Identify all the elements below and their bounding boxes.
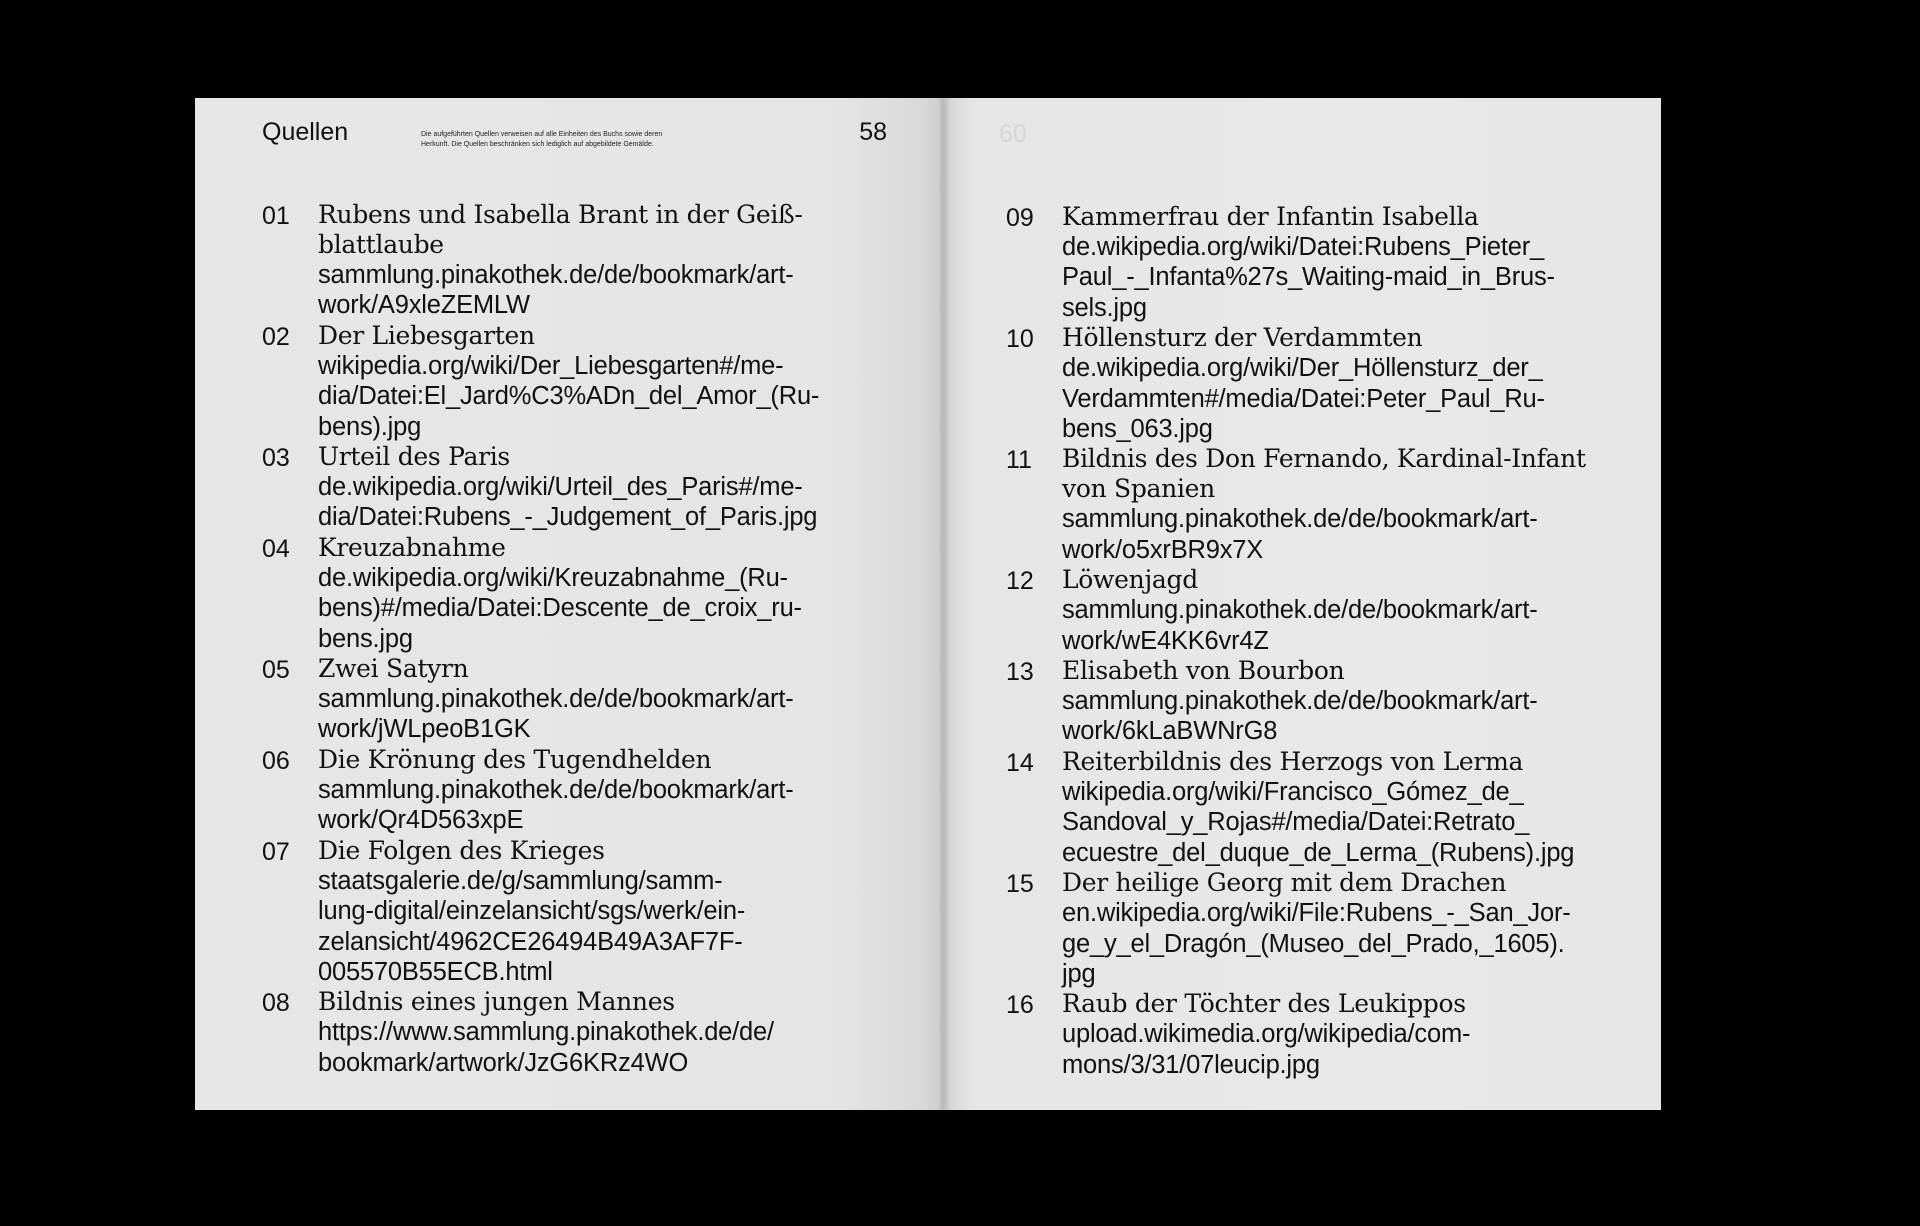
- entry-number: 15: [1006, 870, 1034, 899]
- entry-number: 04: [262, 534, 290, 563]
- entry-number: 05: [262, 656, 290, 685]
- entry-url: sammlung.pinakothek.de/de/bookmark/art- work/wE4KK6vr4Z: [1062, 596, 1538, 655]
- binding-stitch: [940, 180, 943, 190]
- source-entry: [1006, 565, 1646, 656]
- entry-title: Die Krönung des Tugendhelden: [318, 744, 712, 774]
- entry-url: sammlung.pinakothek.de/de/bookmark/art- work/Qr4D563xpE: [318, 775, 794, 835]
- binding-stitch: [940, 660, 943, 670]
- entry-title: Kreuzabnahme: [318, 532, 506, 562]
- source-entry: [262, 533, 912, 654]
- source-entry: [1006, 656, 1646, 747]
- source-entry: [262, 654, 912, 745]
- page-number: 58: [859, 118, 887, 146]
- binding-stitch: [940, 1020, 943, 1030]
- ghost-page-number: 60: [999, 120, 1027, 148]
- source-entry: [262, 987, 912, 1078]
- source-list-left: [262, 200, 912, 1078]
- entry-title: Rubens und Isabella Brant in der Geiß- blattlaube: [318, 200, 803, 259]
- entry-url: de.wikipedia.org/wiki/Der_Höllensturz_der_ Verdammten#/media/Datei:Peter_Paul_Ru- bens_063.jpg: [1062, 354, 1545, 444]
- entry-url: sammlung.pinakothek.de/de/bookmark/art- work/A9xleZEMLW: [318, 261, 794, 320]
- entry-number: 09: [1006, 204, 1034, 232]
- source-list-right: [1006, 202, 1646, 1080]
- entry-url: upload.wikimedia.org/wikipedia/com- mons/3/31/07leucip.jpg: [1062, 1020, 1471, 1079]
- left-page: [195, 98, 943, 1110]
- source-entry: [262, 321, 912, 442]
- entry-number: 07: [262, 837, 290, 866]
- book-gutter: [938, 98, 950, 1110]
- entry-title: Der Liebesgarten: [318, 320, 535, 350]
- entry-number: 03: [262, 444, 290, 473]
- entry-url: https://www.sammlung.pinakothek.de/de/ bookmark/artwork/JzG6KRz4WO: [318, 1018, 774, 1077]
- source-entry: [1006, 202, 1646, 323]
- entry-number: 02: [262, 322, 290, 351]
- entry-title: Der heilige Georg mit dem Drachen: [1062, 868, 1507, 898]
- entry-number: 06: [262, 746, 290, 775]
- entry-url: de.wikipedia.org/wiki/Datei:Rubens_Pieter_ Paul_-_Infanta%27s_Waiting-maid_in_Brus- sels.jpg: [1062, 233, 1555, 322]
- binding-stitch: [940, 900, 943, 910]
- source-entry: [262, 836, 912, 988]
- page-title: Quellen: [262, 118, 349, 146]
- entry-number: 11: [1006, 446, 1032, 475]
- entry-url: wikipedia.org/wiki/Der_Liebesgarten#/me- dia/Datei:El_Jard%C3%ADn_del_Amor_(Ru- bens).jpg: [318, 351, 820, 441]
- entry-number: 13: [1006, 658, 1034, 687]
- entry-number: 10: [1006, 325, 1034, 354]
- entry-number: 16: [1006, 991, 1034, 1020]
- entry-title: Die Folgen des Krieges: [318, 835, 605, 865]
- entry-title: Reiterbildnis des Herzogs von Lerma: [1062, 746, 1524, 776]
- entry-url: sammlung.pinakothek.de/de/bookmark/art- work/jWLpeoB1GK: [318, 685, 794, 744]
- entry-url: sammlung.pinakothek.de/de/bookmark/art- work/6kLaBWNrG8: [1062, 687, 1538, 746]
- entry-url: en.wikipedia.org/wiki/File:Rubens_-_San_Jor- ge_y_el_Dragón_(Museo_del_Prado,_1605). jpg: [1062, 899, 1571, 988]
- entry-title: Kammerfrau der Infantin Isabella: [1062, 202, 1479, 231]
- entry-title: Elisabeth von Bourbon: [1062, 656, 1345, 686]
- entry-url: wikipedia.org/wiki/Francisco_Gómez_de_ Sandoval_y_Rojas#/media/Datei:Retrato_ ecuestre_del_duque_de_Lerma_(Rubens).jpg: [1062, 777, 1575, 867]
- entry-title: Löwenjagd: [1062, 565, 1198, 595]
- binding-stitch: [940, 780, 943, 790]
- entry-url: de.wikipedia.org/wiki/Kreuzabnahme_(Ru- bens)#/media/Datei:Descente_de_croix_ru- bens.jpg: [318, 563, 802, 653]
- entry-url: sammlung.pinakothek.de/de/bookmark/art- work/o5xrBR9x7X: [1062, 505, 1538, 564]
- source-entry: [1006, 323, 1646, 444]
- binding-stitch: [940, 300, 943, 310]
- entry-number: 08: [262, 989, 290, 1018]
- source-entry: [1006, 444, 1646, 565]
- right-page: [943, 98, 1661, 1110]
- binding-stitch: [940, 540, 943, 550]
- entry-number: 14: [1006, 748, 1034, 777]
- source-entry: [1006, 747, 1646, 868]
- entry-title: Bildnis eines jungen Mannes: [318, 987, 675, 1017]
- entry-title: Zwei Satyrn: [318, 654, 469, 684]
- source-entry: [262, 442, 912, 533]
- source-entry: [1006, 868, 1646, 989]
- entry-number: 12: [1006, 567, 1034, 596]
- header-note: Die aufgeführten Quellen verweisen auf alle Einheiten des Buchs sowie deren Herkunft. Die Quellen beschränken sich lediglich auf abgebildete Gemälde.: [421, 131, 663, 148]
- source-entry: [262, 200, 912, 321]
- entry-number: 01: [262, 202, 290, 230]
- source-entry: [262, 745, 912, 836]
- binding-stitch: [940, 420, 943, 430]
- source-entry: [1006, 989, 1646, 1080]
- entry-title: Höllensturz der Verdammten: [1062, 323, 1423, 353]
- entry-title: Raub der Töchter des Leukippos: [1062, 989, 1466, 1019]
- entry-url: staatsgalerie.de/g/sammlung/samm- lung-digital/einzelansicht/sgs/werk/ein- zelansicht/4962CE26494B49A3AF7F- 005570B55ECB.html: [318, 866, 746, 986]
- entry-title: Urteil des Paris: [318, 442, 510, 472]
- entry-title: Bildnis des Don Fernando, Kardinal-Infant von Spanien: [1062, 444, 1586, 504]
- entry-url: de.wikipedia.org/wiki/Urteil_des_Paris#/me- dia/Datei:Rubens_-_Judgement_of_Paris.jpg: [318, 473, 818, 532]
